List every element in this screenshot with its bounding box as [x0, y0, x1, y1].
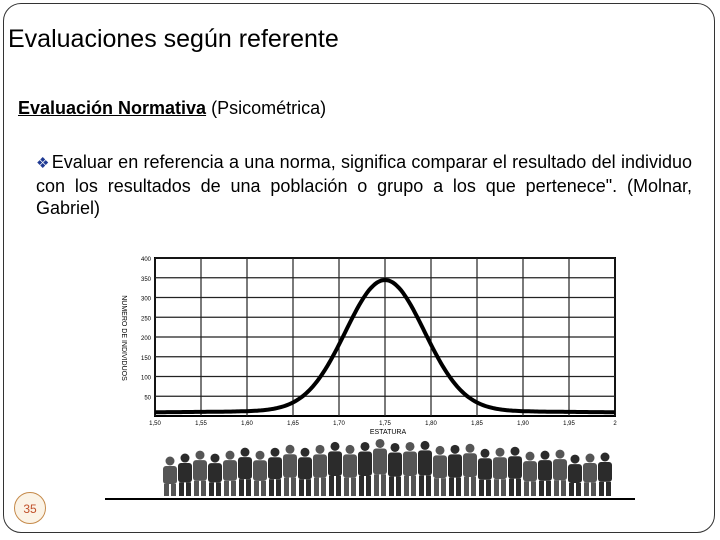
person-silhouette-icon: [178, 454, 192, 496]
bullet-text: Evaluar en referencia a una norma, significa comparar el resultado del individuo con los resultados de una población o grupo a los que pertenece". (Molnar, Gabriel): [36, 152, 692, 218]
person-silhouette-icon: [208, 454, 222, 496]
slide-number-badge: 35: [14, 492, 46, 524]
person-silhouette-icon: [193, 451, 207, 496]
y-tick-label: 350: [140, 276, 151, 283]
y-tick-label: 300: [140, 296, 151, 303]
people-row: [163, 439, 612, 496]
person-silhouette-icon: [463, 444, 477, 496]
subtitle-rest: (Psicométrica): [206, 98, 327, 118]
person-silhouette-icon: [388, 443, 402, 496]
slide-subtitle: [18, 98, 326, 119]
y-tick-label: 50: [144, 395, 151, 402]
checkmark-bullet-icon: ❖: [36, 155, 50, 172]
y-axis-label: NUMERO DE INDIVIDUOS: [120, 295, 127, 381]
x-tick-label: 1,95: [563, 421, 575, 427]
x-tick-label: 1,65: [287, 421, 299, 427]
person-silhouette-icon: [553, 450, 567, 496]
x-tick-label: 1,80: [425, 421, 437, 427]
person-silhouette-icon: [163, 457, 177, 497]
person-silhouette-icon: [568, 455, 582, 496]
person-silhouette-icon: [343, 445, 357, 496]
person-silhouette-icon: [523, 452, 537, 496]
person-silhouette-icon: [358, 442, 372, 496]
person-silhouette-icon: [478, 449, 492, 496]
person-silhouette-icon: [373, 439, 387, 496]
x-axis-label: ESTATURA: [369, 429, 407, 436]
person-silhouette-icon: [253, 451, 267, 496]
person-silhouette-icon: [403, 442, 417, 496]
person-silhouette-icon: [538, 451, 552, 496]
x-tick-labels: [149, 421, 617, 427]
y-tick-label: 400: [140, 257, 151, 263]
person-silhouette-icon: [583, 454, 597, 496]
person-silhouette-icon: [313, 445, 327, 496]
x-tick-label: 1,60: [241, 421, 253, 427]
slide-title: Evaluaciones según referente: [8, 25, 339, 53]
person-silhouette-icon: [238, 448, 252, 496]
x-tick-label: 1,50: [149, 421, 161, 427]
person-silhouette-icon: [508, 447, 522, 496]
y-tick-label: 150: [140, 355, 151, 362]
y-tick-label: 100: [140, 375, 151, 382]
x-tick-label: 1,85: [471, 421, 483, 427]
x-tick-label: 1,55: [195, 421, 207, 427]
bullet-paragraph: [36, 151, 692, 219]
person-silhouette-icon: [598, 453, 612, 497]
y-tick-label: 200: [140, 336, 151, 342]
x-tick-label: 2: [613, 421, 617, 427]
subtitle-bold: Evaluación Normativa: [18, 98, 207, 118]
x-tick-label: 1,75: [379, 421, 391, 427]
person-silhouette-icon: [328, 442, 342, 496]
person-silhouette-icon: [283, 445, 297, 496]
person-silhouette-icon: [298, 448, 312, 496]
x-tick-label: 1,70: [333, 421, 345, 427]
person-silhouette-icon: [433, 446, 447, 496]
normal-distribution-figure: [100, 246, 640, 506]
person-silhouette-icon: [493, 448, 507, 496]
y-tick-labels: [141, 257, 152, 401]
person-silhouette-icon: [448, 445, 462, 496]
person-silhouette-icon: [223, 451, 237, 496]
person-silhouette-icon: [418, 441, 432, 496]
x-tick-label: 1,90: [517, 421, 529, 427]
y-tick-label: 250: [140, 316, 151, 323]
person-silhouette-icon: [268, 448, 282, 496]
